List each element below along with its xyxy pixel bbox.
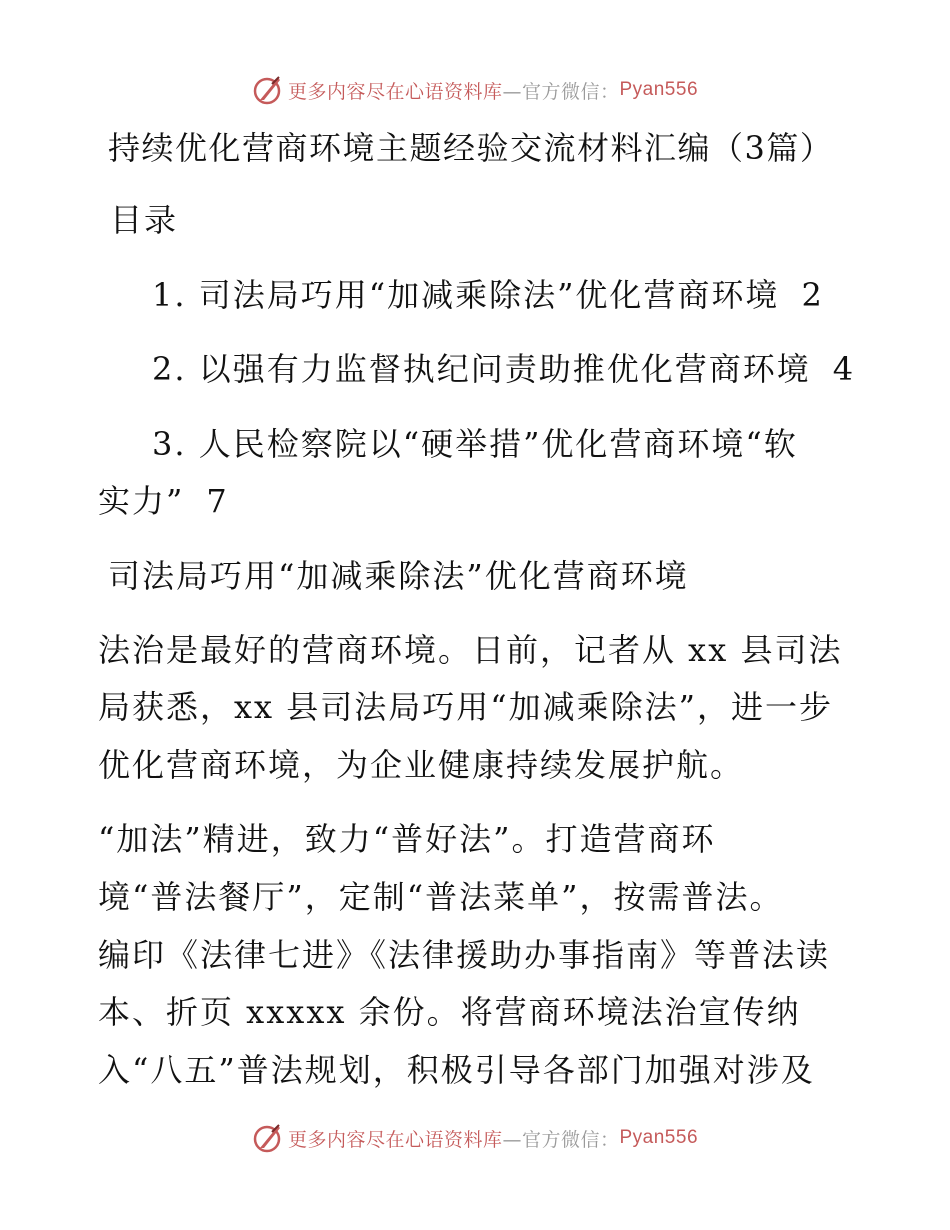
toc-item-label: 3. 人民检察院以“硬举措”优化营商环境“软: [152, 425, 798, 463]
toc-item-label-cont: 实力”: [98, 482, 185, 520]
watermark-sub-text: —官方微信：: [502, 80, 620, 103]
paragraph-line: 入“八五”普法规划，积极引导各部门加强对涉及: [98, 1051, 815, 1089]
paragraph-line: 局获悉，xx 县司法局巧用“加减乘除法”，进一步: [98, 688, 833, 726]
watermark-sub-text: —官方微信：: [502, 1128, 620, 1151]
toc-item-label: 2. 以强有力监督执纪问责助推优化营商环境: [152, 350, 811, 388]
paragraph-line: 法治是最好的营商环境。日前，记者从 xx 县司法: [98, 631, 843, 669]
paragraph-line: 境“普法餐厅”，定制“普法菜单”，按需普法。: [98, 878, 784, 916]
toc-item-page: 4: [832, 350, 856, 388]
paragraph-line: 优化营商环境，为企业健康持续发展护航。: [98, 746, 745, 784]
paragraph-line: 本、折页 xxxxx 余份。将营商环境法治宣传纳: [98, 993, 801, 1031]
toc-item-page: 7: [206, 482, 229, 520]
watermark-id-text: Pyan556: [619, 1127, 699, 1148]
paragraph-line: 编印《法律七进》《法律援助办事指南》等普法读: [98, 936, 831, 974]
toc-item-label: 1. 司法局巧用“加减乘除法”优化营商环境: [152, 276, 780, 314]
watermark-main-text: 更多内容尽在心语资料库: [287, 1128, 503, 1151]
toc-item-3[interactable]: [152, 424, 798, 464]
toc-heading: 目录: [110, 201, 179, 239]
section-heading: 司法局巧用“加减乘除法”优化营商环境: [108, 557, 689, 595]
toc-item-2[interactable]: [152, 349, 855, 389]
toc-item-1[interactable]: [152, 275, 824, 315]
document-title: 持续优化营商环境主题经验交流材料汇编（3篇）: [108, 129, 834, 167]
watermark-footer: [0, 1118, 950, 1158]
quill-logo-icon: [252, 1122, 284, 1154]
toc-item-3-cont[interactable]: [98, 481, 229, 521]
quill-logo-icon: [252, 74, 284, 106]
watermark-main-text: 更多内容尽在心语资料库: [287, 80, 503, 103]
watermark-header: [0, 70, 950, 110]
watermark-id-text: Pyan556: [619, 79, 699, 100]
toc-item-page: 2: [801, 276, 824, 314]
paragraph-line: “加法”精进，致力“普好法”。打造营商环: [98, 820, 716, 858]
